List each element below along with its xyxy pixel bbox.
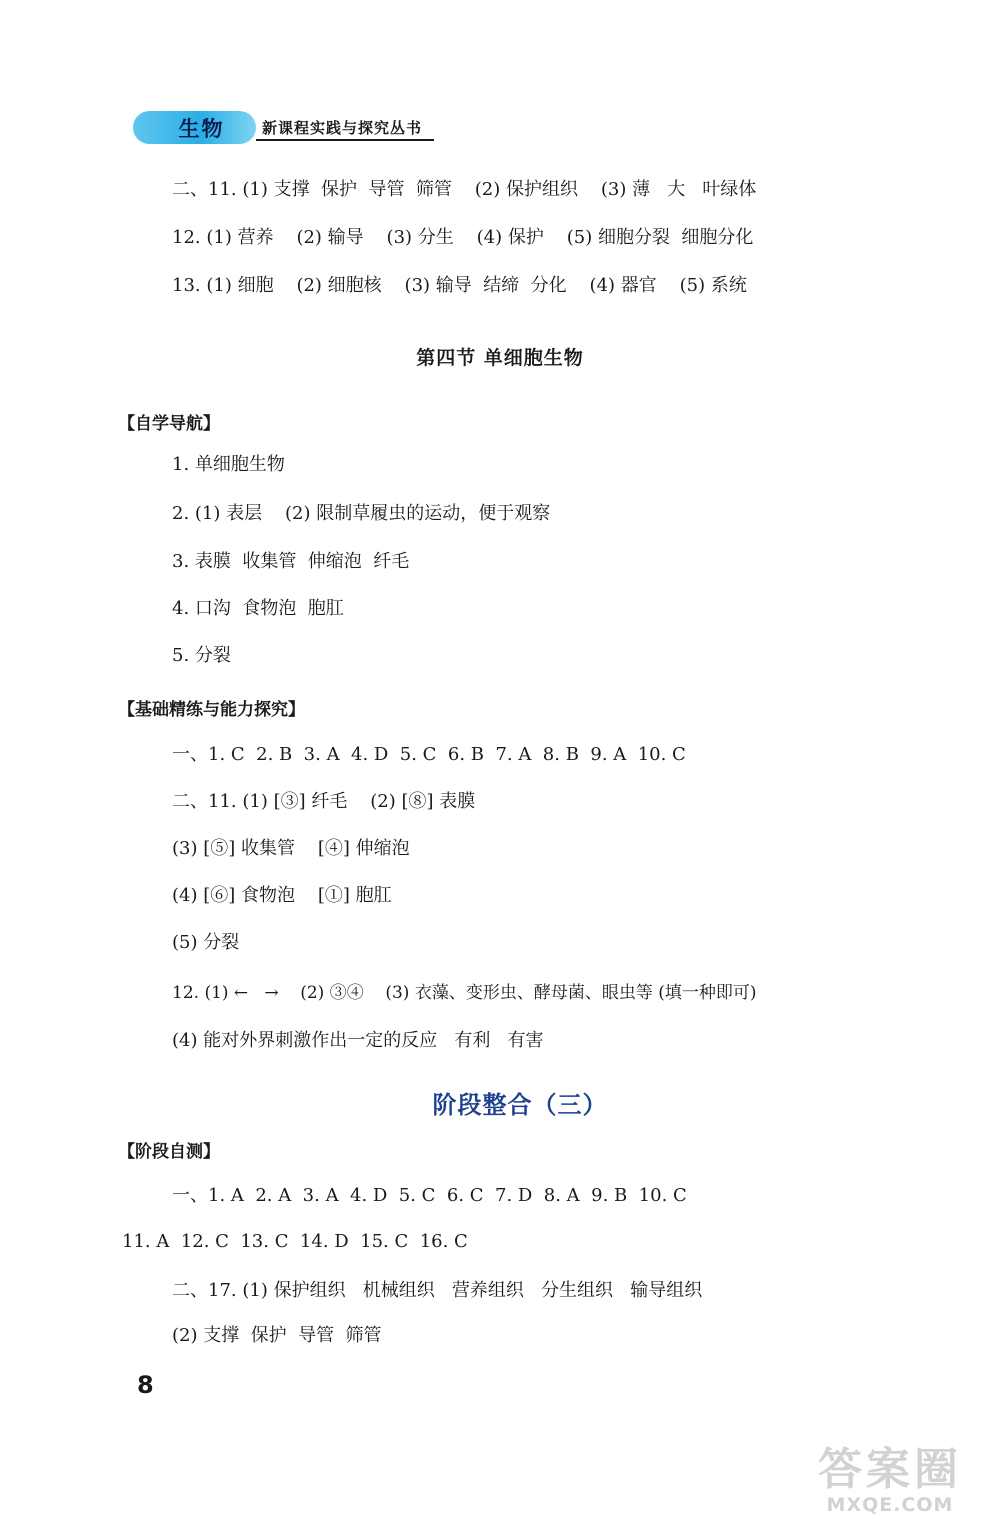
list-item: 一、1. C 2. B 3. A 4. D 5. C 6. B 7. A 8. B 9. A 10. C — [172, 744, 686, 765]
page-number: 8 — [137, 1371, 154, 1399]
stage-title: 阶段整合（三） — [432, 1091, 608, 1119]
watermark-top: 答案圈 — [818, 1444, 962, 1495]
list-item: 1. 单细胞生物 — [172, 454, 285, 475]
watermark-logo — [818, 1444, 962, 1516]
section-heading-practice: 【基础精练与能力探究】 — [118, 700, 305, 720]
answer-line: 13. (1) 细胞 (2) 细胞核 (3) 输导 结缔 分化 (4) 器官 (5) 系统 — [172, 275, 747, 296]
list-item: 11. A 12. C 13. C 14. D 15. C 16. C — [122, 1231, 468, 1252]
list-item: (2) 支撑 保护 导管 筛管 — [172, 1325, 382, 1346]
section-heading-self-study: 【自学导航】 — [118, 414, 220, 434]
answer-line: 12. (1) 营养 (2) 输导 (3) 分生 (4) 保护 (5) 细胞分裂 细胞分化 — [172, 227, 754, 248]
header-underline — [256, 139, 434, 141]
list-item: 4. 口沟 食物泡 胞肛 — [172, 598, 344, 619]
list-item: 12. (1) ← → (2) ③④ (3) 衣藻、变形虫、酵母菌、眼虫等 (填一种即可) — [172, 983, 757, 1003]
list-item: (4) [⑥] 食物泡 [①] 胞肛 — [172, 885, 392, 906]
list-item: 二、11. (1) [③] 纤毛 (2) [⑧] 表膜 — [172, 791, 476, 812]
series-title: 新课程实践与探究丛书 — [262, 119, 423, 137]
subject-badge — [133, 111, 256, 144]
list-item: (5) 分裂 — [172, 932, 240, 953]
list-item: 5. 分裂 — [172, 645, 231, 666]
section-title: 第四节 单细胞生物 — [416, 347, 584, 369]
list-item: (3) [⑤] 收集管 [④] 伸缩泡 — [172, 838, 410, 859]
list-item: 二、17. (1) 保护组织 机械组织 营养组织 分生组织 输导组织 — [172, 1280, 703, 1301]
list-item: 2. (1) 表层 (2) 限制草履虫的运动，便于观察 — [172, 503, 551, 524]
subject-badge-label: 生物 — [178, 116, 225, 141]
answer-line: 二、11. (1) 支撑 保护 导管 筛管 (2) 保护组织 (3) 薄 大 叶绿体 — [172, 179, 757, 200]
list-item: (4) 能对外界刺激作出一定的反应 有利 有害 — [172, 1030, 544, 1051]
list-item: 一、1. A 2. A 3. A 4. D 5. C 6. C 7. D 8. A 9. B 10. C — [172, 1185, 687, 1206]
watermark-bottom: MXQE.COM — [826, 1494, 954, 1516]
section-heading-self-test: 【阶段自测】 — [118, 1142, 220, 1162]
list-item: 3. 表膜 收集管 伸缩泡 纤毛 — [172, 551, 410, 572]
